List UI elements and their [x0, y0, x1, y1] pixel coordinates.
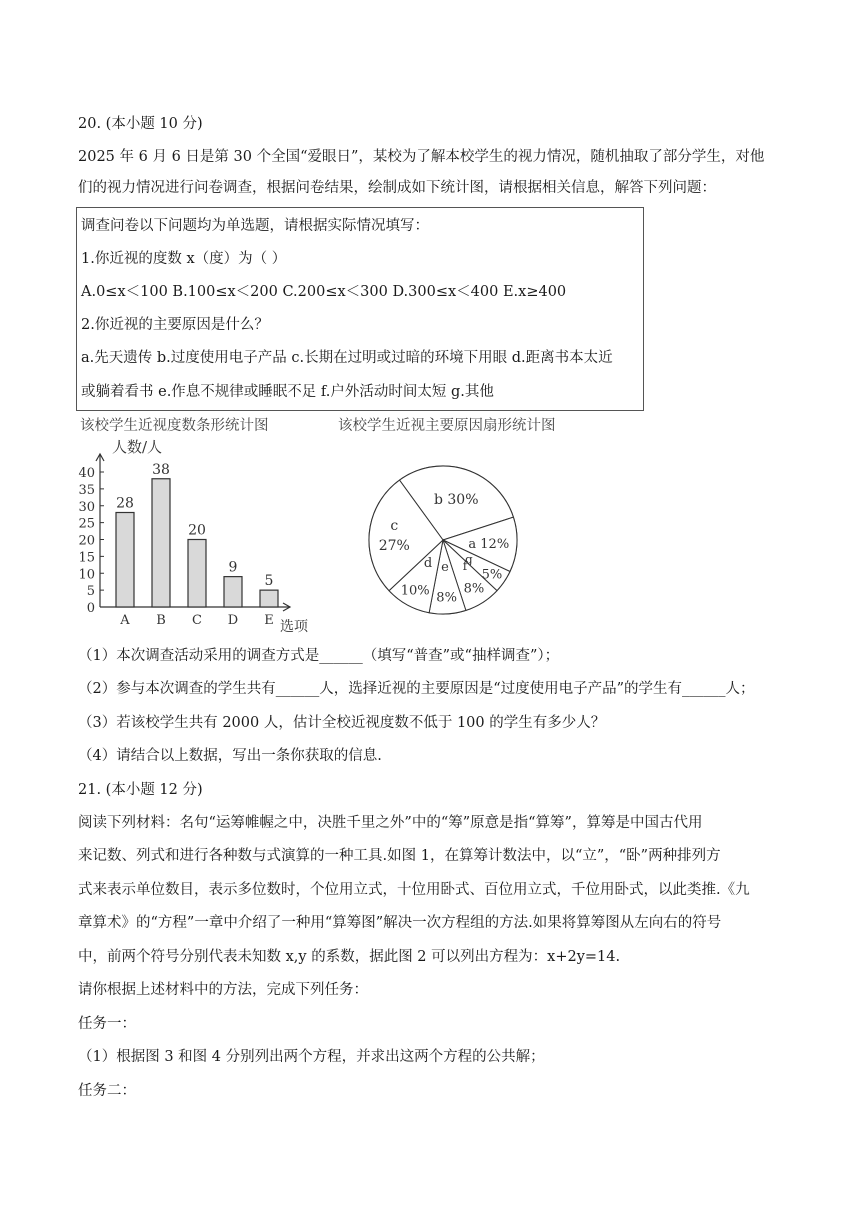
pie-slice-label: g — [464, 552, 473, 567]
q20-header: 20. (本小题 10 分) — [78, 116, 203, 132]
x-tick-label: E — [264, 613, 274, 628]
pie-slice-label: f — [462, 558, 468, 573]
survey-line: 2.你近视的主要原因是什么？ — [81, 317, 269, 333]
survey-questionnaire-box — [76, 207, 644, 411]
survey-line: 调查问卷以下问题均为单选题，请根据实际情况填写： — [81, 218, 429, 234]
bar-value-label: 20 — [188, 522, 206, 539]
pie-slice-percent: 8% — [463, 581, 485, 597]
x-tick-label: A — [120, 613, 130, 628]
q21-line: 来记数、列式和进行各种数与式演算的一种工具.如图 1，在算筹计数法中，以“立”，“卧”两种排列方 — [78, 848, 721, 864]
bar-value-label: 38 — [152, 461, 170, 478]
q20-intro-line-2: 们的视力情况进行问卷调查，根据问卷结果，绘制成如下统计图，请根据相关信息，解答下列问题： — [78, 180, 716, 196]
x-tick-label: C — [192, 613, 202, 628]
y-tick-label: 25 — [78, 516, 95, 532]
y-tick-label: 10 — [78, 567, 95, 583]
bar-value-label: 9 — [228, 559, 238, 576]
pie-chart — [360, 446, 530, 626]
bar — [152, 479, 170, 607]
bar — [224, 577, 242, 607]
pie-slice-label: d — [423, 556, 433, 572]
x-tick-label: D — [227, 613, 239, 628]
pie-slice-percent: 10% — [400, 583, 430, 599]
pie-slice-label: b 30% — [433, 492, 479, 509]
q21-line: （1）根据图 3 和图 4 分别列出两个方程，并求出这两个方程的公共解； — [78, 1049, 545, 1065]
bar — [260, 590, 278, 607]
y-tick-label: 30 — [78, 499, 95, 515]
q21-line: 章算术》的“方程”一章中介绍了一种用“算筹图”解决一次方程组的方法.如果将算筹图从左向右的符号 — [78, 915, 722, 931]
survey-line: 或躺着看书 e.作息不规律或睡眠不足 f.户外活动时间太短 g.其他 — [81, 384, 494, 400]
x-tick-label: B — [156, 613, 166, 628]
y-tick-label: 40 — [78, 466, 95, 481]
pie-chart-title: 该校学生近视主要原因扇形统计图 — [338, 418, 556, 434]
pie-slice-percent: 8% — [436, 590, 457, 606]
q21-line: 中，前两个符号分别代表未知数 x,y 的系数，据此图 2 可以列出方程为：x+2y=14. — [78, 949, 621, 965]
pie-slice-label: e — [441, 560, 449, 576]
survey-line: A.0≤x＜100 B.100≤x＜200 C.200≤x＜300 D.300≤x＜400 E.x≥400 — [81, 284, 567, 300]
survey-line: a.先天遗传 b.过度使用电子产品 c.长期在过明或过暗的环境下用眼 d.距离书本太近 — [81, 350, 613, 366]
q20-question-1: （1）本次调查活动采用的调查方式是______（填写“普查”或“抽样调查”）； — [78, 648, 560, 664]
survey-line: 1.你近视的度数 x（度）为（ ） — [81, 251, 287, 267]
q21-line: 请你根据上述材料中的方法，完成下列任务： — [78, 982, 368, 998]
y-tick-label: 20 — [78, 533, 95, 549]
q20-intro-line-1: 2025 年 6 月 6 日是第 30 个全国“爱眼日”，某校为了解本校学生的视力情况，随机抽取了部分学生，对他 — [78, 149, 765, 165]
bar — [188, 540, 206, 608]
bar-chart — [70, 436, 330, 636]
y-tick-label: 35 — [78, 482, 95, 498]
y-tick-label: 15 — [78, 550, 95, 566]
bar-chart-title: 该校学生近视度数条形统计图 — [80, 418, 269, 434]
pie-slice-label: a 12% — [468, 536, 510, 552]
q21-header: 21. (本小题 12 分) — [78, 782, 203, 798]
bar-value-label: 28 — [116, 495, 134, 512]
pie-slice-label: c — [390, 517, 399, 534]
pie-slice-percent: 27% — [378, 537, 410, 554]
q20-question-4: （4）请结合以上数据，写出一条你获取的信息. — [78, 748, 382, 764]
y-tick-label: 5 — [86, 584, 95, 600]
q21-line: 式来表示单位数目，表示多位数时，个位用立式，十位用卧式、百位用立式，千位用卧式，以此类推.《九 — [78, 882, 750, 898]
q21-line: 任务一： — [78, 1016, 136, 1032]
q20-question-2: （2）参与本次调查的学生共有______人，选择近视的主要原因是“过度使用电子产品”的学生有______人； — [78, 681, 755, 697]
pie-slice-percent: 5% — [481, 567, 503, 583]
bar — [116, 513, 134, 608]
q21-line: 阅读下列材料：名句“运筹帷幄之中，决胜千里之外”中的“筹”原意是指“算筹”，算筹是中国古代用 — [78, 815, 703, 831]
q21-line: 任务二： — [78, 1083, 136, 1099]
y-axis-label: 人数/人 — [112, 438, 163, 456]
x-axis-label: 选项 — [280, 619, 308, 635]
q20-question-3: （3）若该校学生共有 2000 人，估计全校近视度数不低于 100 的学生有多少人？ — [78, 715, 606, 731]
y-tick-label: 0 — [86, 601, 95, 616]
bar-value-label: 5 — [264, 573, 274, 590]
